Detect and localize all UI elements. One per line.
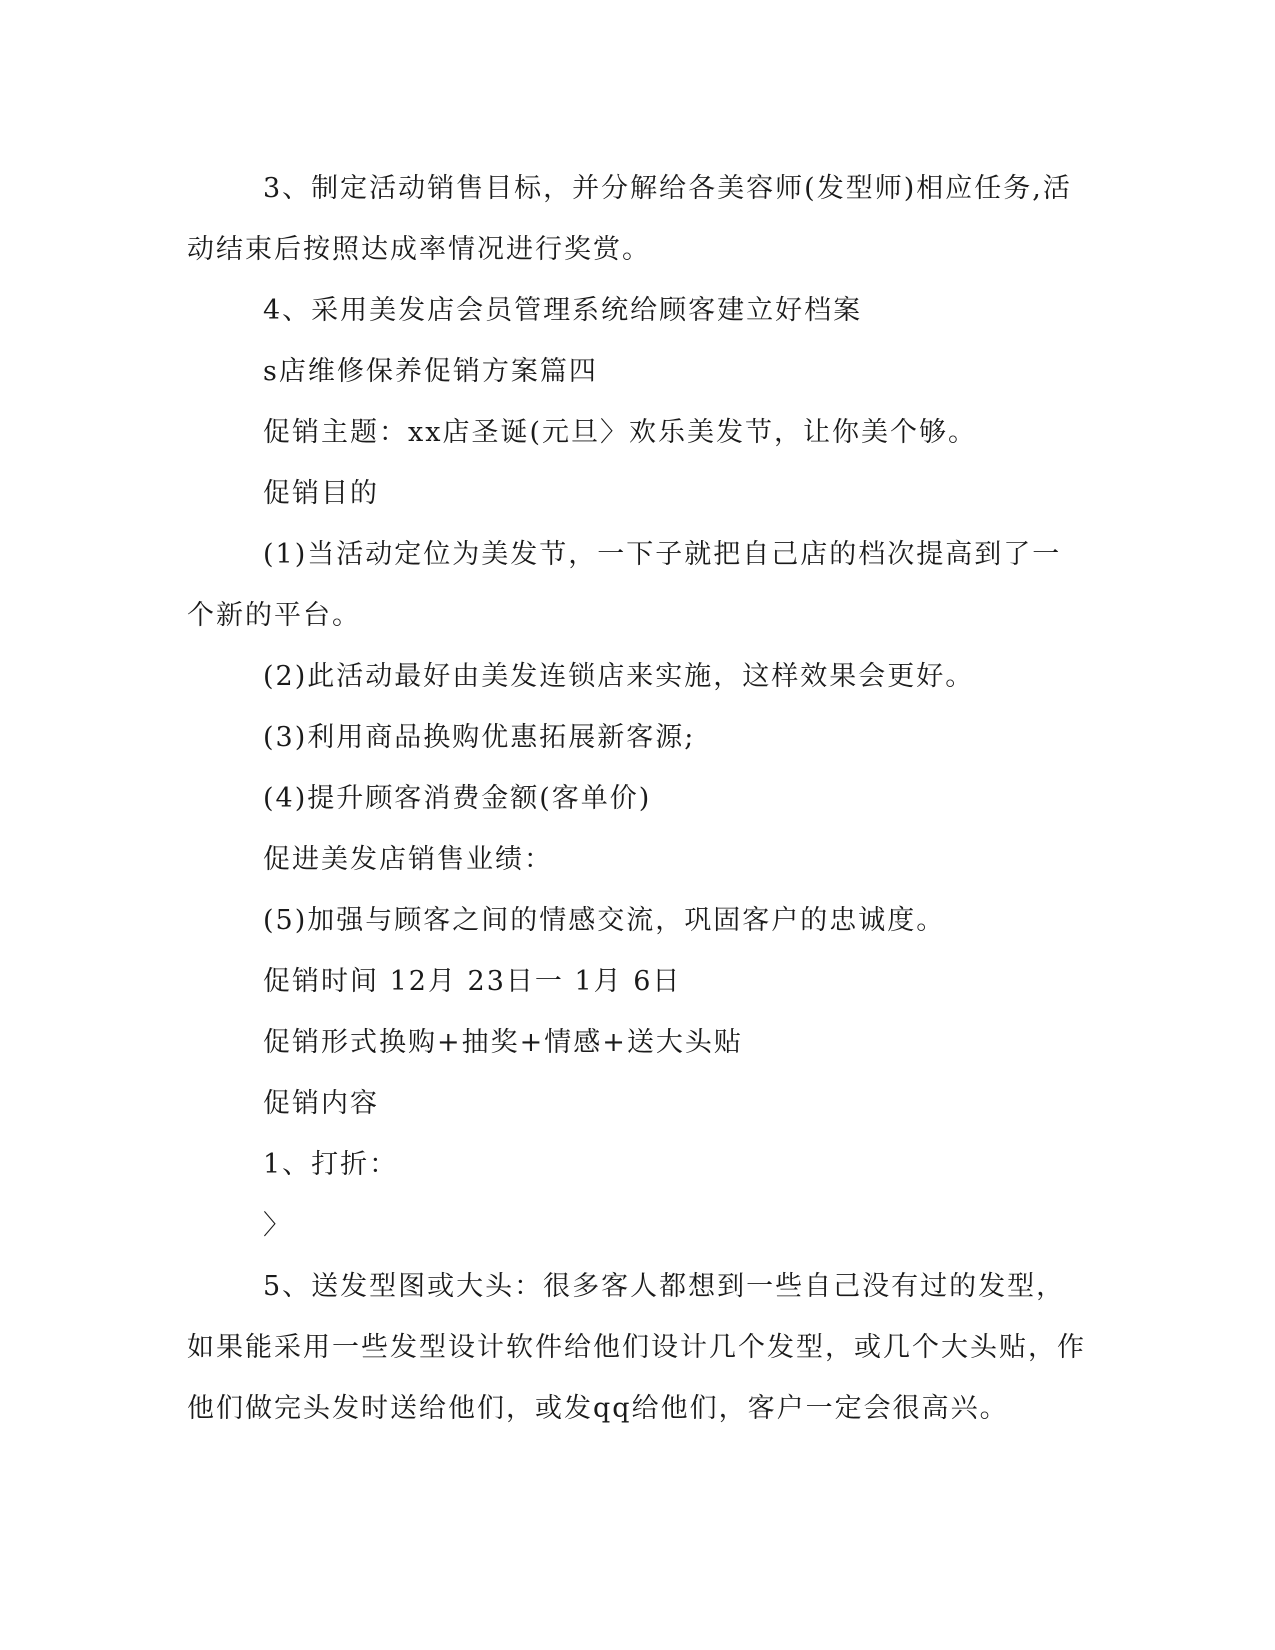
paragraph-sales-performance: 促进美发店销售业绩： [263,844,553,875]
paragraph-promo-time: 促销时间 12月 23日一 1月 6日 [263,966,682,997]
paragraph-promo-theme: 促销主题：xx店圣诞(元旦〉欢乐美发节，让你美个够。 [263,417,977,448]
paragraph-promo-form: 促销形式换购+抽奖+情感+送大头贴 [263,1027,743,1058]
paragraph-sales-target: 3、制定活动销售目标，并分解给各美容师(发型师)相应任务,活动结束后按照达成率情况进行奖赏。 [187,173,1072,265]
paragraph-purpose-3: (3)利用商品换购优惠拓展新客源; [263,722,696,753]
paragraph-purpose-1: (1)当活动定位为美发节，一下子就把自己店的档次提高到了一个新的平台。 [187,539,1062,631]
paragraph-member-system: 4、采用美发店会员管理系统给顾客建立好档案 [263,295,863,326]
paragraph-promo-purpose-label: 促销目的 [263,478,379,509]
paragraph-hairstyle-gift: 5、送发型图或大头：很多客人都想到一些自己没有过的发型，如果能采用一些发型设计软件给他们设计几个发型，或几个大头贴，作他们做完头发时送给他们，或发qq给他们，客户一定会很高兴。 [187,1271,1086,1424]
paragraph-discount: 1、打折： [263,1149,399,1180]
section-heading: s店维修保养促销方案篇四 [263,356,598,387]
paragraph-purpose-2: (2)此活动最好由美发连锁店来实施，这样效果会更好。 [263,661,975,692]
paragraph-bracket: 〉 [263,1210,292,1241]
paragraph-purpose-5: (5)加强与顾客之间的情感交流，巩固客户的忠诚度。 [263,905,946,936]
paragraph-promo-content-label: 促销内容 [263,1088,379,1119]
document-body [187,158,1087,1439]
paragraph-purpose-4: (4)提升顾客消费金额(客单价) [263,783,652,814]
